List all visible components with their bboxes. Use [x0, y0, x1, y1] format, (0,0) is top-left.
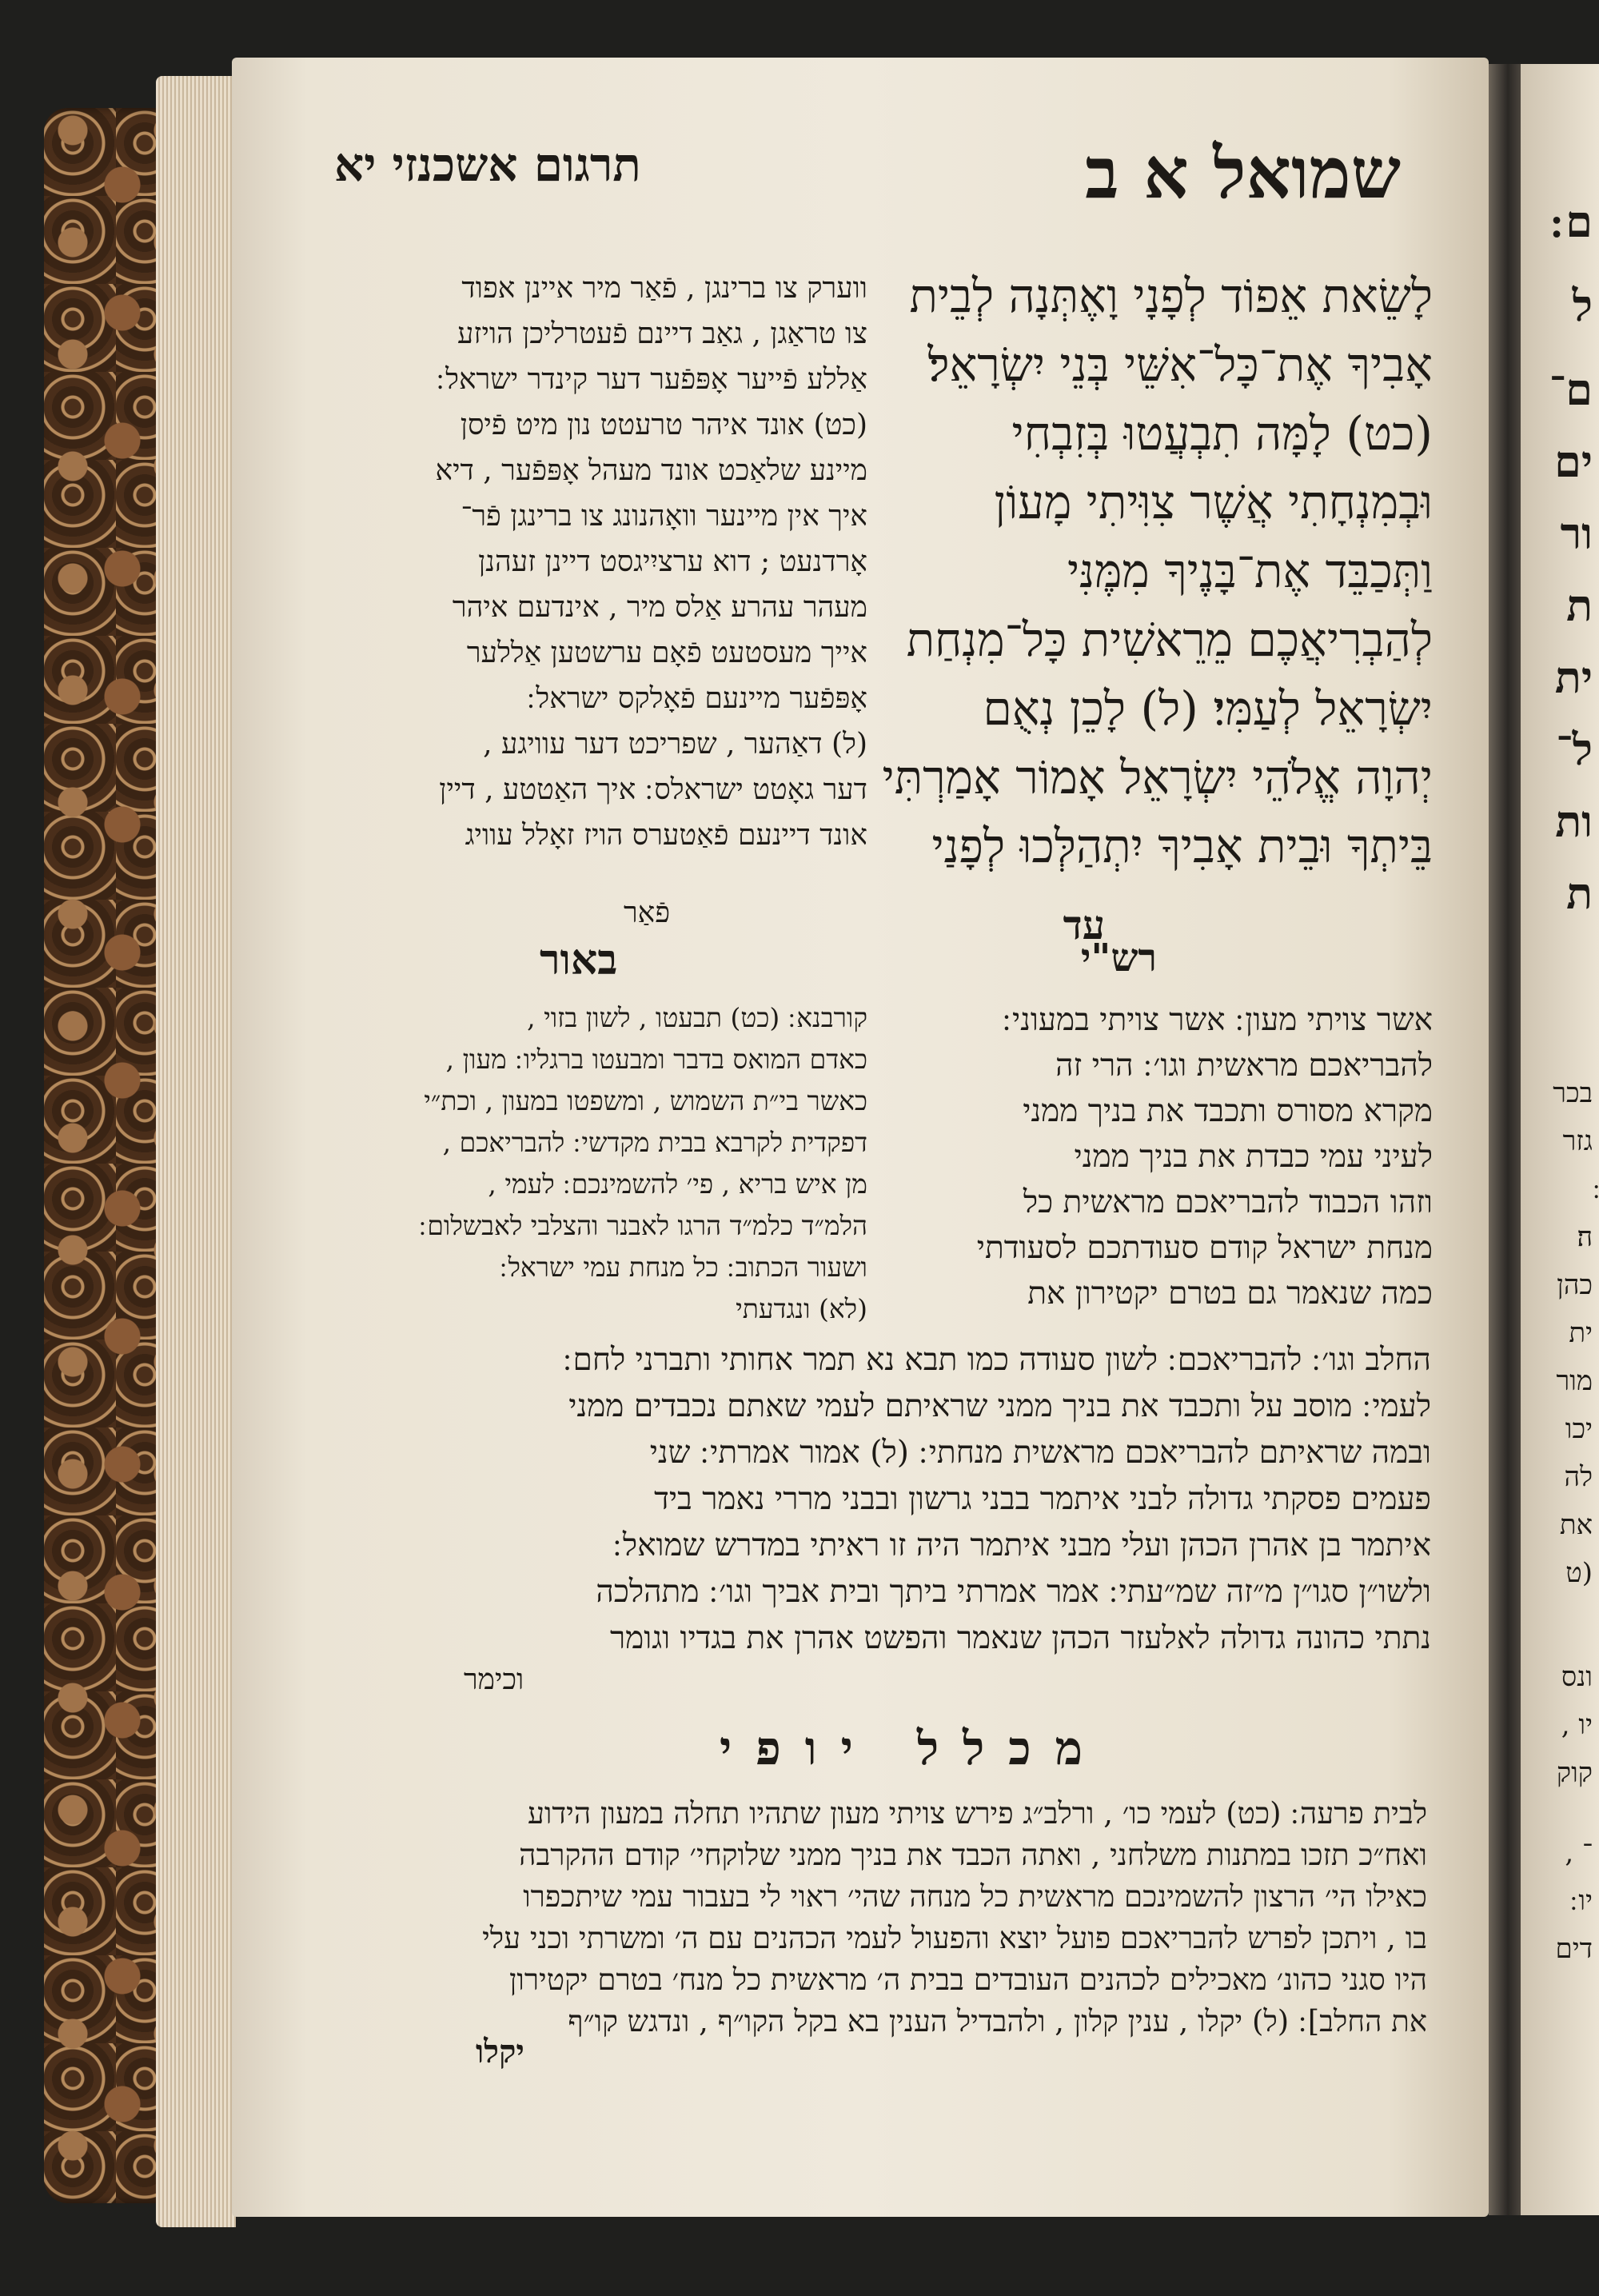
rashi-full-line: נתתי כהונה גדולה לאלעזר הכהן שנאמר והפשט אהרן את בגדיו וגומר — [609, 1620, 1431, 1656]
book-gutter — [1489, 64, 1521, 2215]
facing-page-text: גזר — [1562, 1125, 1593, 1157]
facing-page-text: ל־ — [1556, 724, 1593, 775]
rashi-line: כמה שנאמר גם בטרם יקטירון את — [1027, 1276, 1433, 1312]
rashi-line: מנחת ישראל קודם סעודתכם לסעודתי — [976, 1230, 1433, 1266]
facing-page-text: יו ׃ — [1569, 1885, 1593, 1917]
facing-page-text: לה — [1564, 1461, 1593, 1493]
rashi-line: לעיני עמי כבדת את בניך ממני — [1074, 1139, 1433, 1175]
targum-line: (כט) אונד איהר טרעטט נון מיט פֿיסן — [460, 409, 867, 441]
rashi-full-line: החלב וגו׳ ׃ להבריאכם ׃ לשון סעודה כמו תבא נא תמר אחותי ותברני לחם ׃ — [563, 1342, 1431, 1378]
main-text-line: אָבִיךָ אֶת־כָּל־אִשֵּׁי בְּנֵי יִשְׂרָאֵל׃ — [927, 337, 1433, 392]
targum-line: דער גאָטט ישראלס ׃ איך האַטטע , דיין — [439, 773, 867, 806]
facing-page-text: ם ׃ — [1550, 196, 1593, 247]
mikhlal-line: בו , ויתכן לפרש להבריאכם פועל יוצא והפעול לעמי הכהנים עם ה׳ ומשרתי וכני עלי — [482, 1921, 1427, 1955]
mikhlal-yofi-heading: מכלל יופי — [720, 1721, 1107, 1775]
facing-page-text: ית — [1554, 652, 1593, 703]
targum-line: אַללע פֿייער אָפּפֿער דער קינדר ישראל ׃ — [436, 363, 867, 396]
biur-line: דפקדית לקרבא בבית מקדשי ׃ להבריאכם , — [442, 1127, 867, 1158]
main-text-line: (כט) לָמָּה תִבְעֲטוּ בְּזִבְחִי — [1011, 406, 1433, 461]
main-text-line: יְהוָה אֱלֹהֵי יִשְׂרָאֵל אָמוֹר אָמַרְתִּי — [882, 750, 1433, 805]
main-text-line: וּבְמִנְחָתִי אֲשֶׁר צִוִּיתִי מָעוֹן — [994, 475, 1433, 529]
facing-page-text: בכר — [1553, 1077, 1593, 1109]
mikhlal-yofi-text — [292, 1793, 1427, 2042]
facing-page-text: את — [1559, 1509, 1593, 1541]
facing-page-text: (ט — [1565, 1557, 1593, 1589]
biur-line: כאשר בי״ת השמוש , ומשפטו במעון , וכת״י — [424, 1085, 867, 1116]
targum-line: מיינע שלאַכט אונד מעהל אָפּפֿער , דיא — [435, 454, 867, 487]
main-text-line: יִשְׂרָאֵל לְעַמִּי׃ (ל) לָכֵן נְאֻם — [983, 681, 1433, 736]
rashi-tail-word: וכימר — [464, 1663, 524, 1696]
facing-page-text: קוק — [1556, 1757, 1593, 1789]
facing-page-text: ם־ — [1549, 364, 1593, 415]
facing-page-text: ות — [1555, 796, 1593, 847]
main-text-line: לְהַבְרִיאֲכֶם מֵרֵאשִׁית כָּל־מִנְחַת — [906, 613, 1433, 667]
facing-page-text: ת — [1566, 580, 1593, 631]
targum-line: (ל) דאַהער , שפריכט דער עוויגע , — [483, 728, 867, 761]
rashi-full-line: לעמי ׃ מוסב על ותכבד את בניך ממני שראיתם לעמי שאתם נכבדים ממני — [568, 1388, 1431, 1424]
biur-line: ושעור הכתוב ׃ כל מנחת עמי ישראל ׃ — [499, 1252, 867, 1283]
running-header-targum: תרגום אשכנזי יא — [334, 138, 641, 192]
facing-page-text: ור — [1560, 508, 1593, 559]
mikhlal-line: לבית פרעה ׃ (כט) לעמי כו׳ , ורלב״ג פירש צויתי מעון שתהיו תחלה במעון הידוע — [527, 1796, 1427, 1831]
facing-page-text: ת — [1566, 868, 1593, 919]
rashi-full-line: איתמר בן אהרן הכהן ועלי מבני איתמר היה זו ראיתי במדרש שמואל ׃ — [612, 1527, 1431, 1563]
book-page — [232, 58, 1489, 2217]
mikhlal-line: ואח״כ תזכו במתנות משלחני , ואתה הכבד את בניך ממני שלוקחי׳ קודם ההקרבה — [519, 1838, 1427, 1872]
rashi-full-line: ולשו״ן סגו״ן מ״זה שמ״עתי ׃ אמר אמרתי ביתך ובית אביך וגו׳ ׃ מתהלכה — [596, 1574, 1431, 1610]
targum-column — [316, 266, 867, 858]
biur-heading: באור — [540, 936, 618, 984]
mikhlal-tail-word: יקלו — [476, 2033, 524, 2070]
rashi-continuation — [312, 1337, 1431, 1662]
targum-line: צו טראַגן , גאַב דיינם פֿעטרליכן הויזע — [457, 317, 867, 350]
targum-line: אָרדנעט ; דוא ערציִיגסט דיינן זעהנן — [478, 545, 867, 578]
facing-page-text: ה׃ — [1577, 1221, 1593, 1253]
facing-page-text: יו , — [1561, 1709, 1593, 1741]
rashi-line: להבריאכם מראשית וגו׳ ׃ הרי זה — [1055, 1048, 1433, 1084]
biur-line: (לא) ונגדעתי — [736, 1293, 867, 1324]
biur-line: מן איש בריא , פי׳ להשמינכם ׃ לעמי , — [488, 1168, 867, 1200]
facing-page-text: מור — [1556, 1365, 1593, 1397]
facing-page-text: ית — [1569, 1317, 1593, 1349]
targum-line: מעהר עהרע אַלס מיר , אינדעם איהר — [452, 591, 867, 624]
main-text-column — [837, 262, 1433, 880]
rashi-heading: רש"י — [1080, 936, 1157, 980]
catchword: עד — [1063, 901, 1105, 948]
biur-line: כאדם המואס בדבר ומבעטו ברגליו ׃ מעון , — [445, 1044, 867, 1075]
facing-page-text: ל — [1572, 280, 1593, 331]
facing-page-fragment — [1521, 64, 1599, 2215]
facing-page-text: ־ , — [1565, 1837, 1593, 1869]
main-text-line: וַתְּכַבֵּד אֶת־בָּנֶיךָ מִמֶּנִּי — [1067, 544, 1433, 598]
main-text-line: בֵּיתְךָ וּבֵית אָבִיךָ יִתְהַלְּכוּ לְפָנַי — [931, 819, 1433, 873]
main-text-line: לָשֵׂאת אֵפוֹד לְפָנָי וָאֶתְּנָה לְבֵית — [909, 269, 1433, 323]
biur-line: הלמ״ד כלמ״ד הרגו לאבנר והצלבי לאבשלום ׃ — [418, 1210, 867, 1241]
rashi-full-line: ובמה שראיתם להבריאכם מראשית מנחתי ׃ (ל) אמור אמרתי ׃ שני — [649, 1435, 1431, 1471]
page-edges — [156, 76, 236, 2227]
targum-line: אָפּפֿער מיינעם פֿאָלקס ישראל ׃ — [526, 682, 867, 715]
rashi-line: אשר צויתי מעון ׃ אשר צויתי במעוני ׃ — [1002, 1002, 1433, 1038]
mikhlal-line: כאילו הי׳ הרצון להשמינכם מראשית כל מנחה שהי׳ ראוי לי בעבור עמי שיתכפרו — [523, 1879, 1427, 1914]
rashi-line: מקרא מסורס ותכבד את בניך ממני — [1023, 1093, 1433, 1129]
mikhlal-line: היו סגני כהונ׳ מאכילים לכהנים העובדים בבית ה׳ מראשית כל מנח׳ בטרם יקטירון — [508, 1963, 1427, 1997]
rashi-column — [837, 997, 1433, 1316]
mikhlal-line: את החלב] ׃ (ל) יקלו , ענין קלון , ולהבדיל הענין בא בקל הקו״ף , ונדגש קו״ף — [568, 2004, 1427, 2038]
facing-page-text: ונס — [1561, 1661, 1593, 1693]
facing-page-text: יכו — [1565, 1413, 1593, 1445]
targum-last-word: פֿאַר — [624, 896, 671, 929]
targum-line: איך אין מיינער וואָהנונג צו ברינגן פֿר־ — [461, 500, 867, 533]
facing-page-text: כהן — [1557, 1269, 1593, 1301]
rashi-line: וזהו הכבוד להבריאכם מראשית כל — [1023, 1184, 1433, 1220]
rashi-full-line: פעמים פסקתי גדולה לבני איתמר בבני גרשון ובבני מררי נאמר ביד — [654, 1481, 1431, 1517]
facing-page-text: ים — [1554, 436, 1593, 487]
facing-page-text: דים — [1555, 1933, 1593, 1965]
biur-line: קורבנא ׃ (כט) תבעטו , לשון בזוי , — [527, 1002, 867, 1033]
biur-column — [316, 997, 867, 1330]
targum-line: אייך מעסטעט פֿאָם ערשטען אַללער — [466, 637, 867, 669]
targum-line: אונד דיינעם פֿאַטערס הויז זאָלל עוויג — [465, 819, 867, 852]
targum-line: ווערק צו ברינגן , פֿאַר מיר איינן אפוד — [461, 272, 867, 305]
running-header-book: שמואל א ב — [1085, 131, 1401, 214]
